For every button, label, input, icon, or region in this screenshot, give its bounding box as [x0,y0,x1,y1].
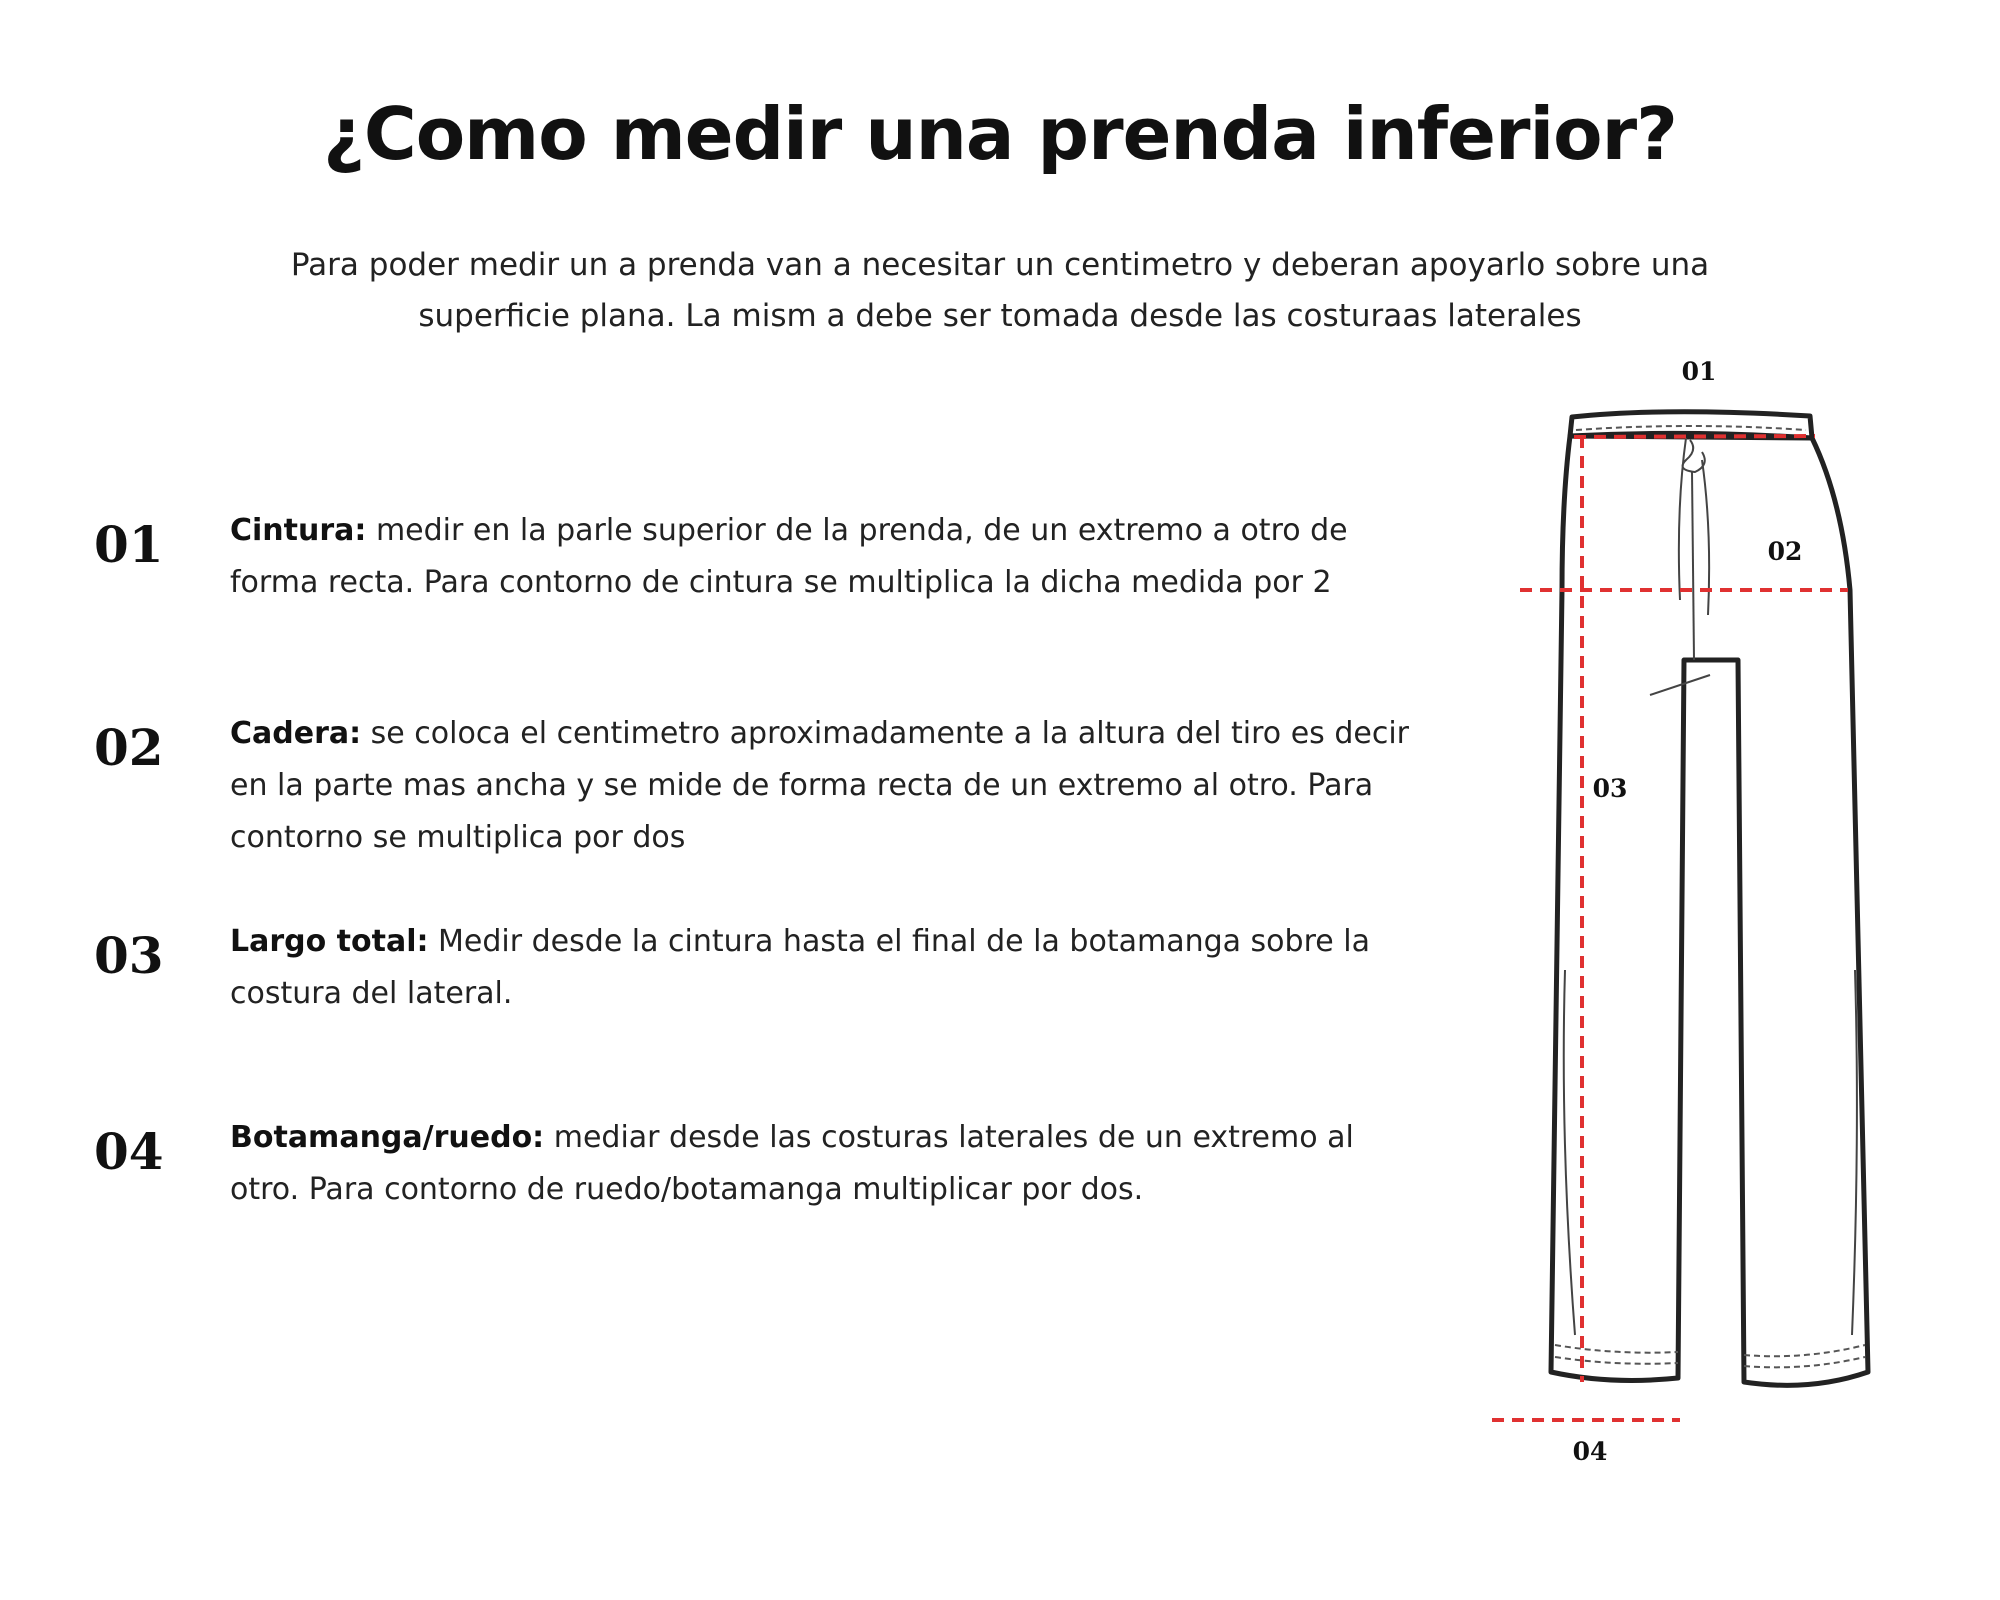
intro-line-2: superficie plana. La mism a debe ser tomada desde las costuraas laterales [418,298,1582,334]
step-body: Medir desde la cintura hasta el final de la botamanga sobre la costura del lateral. [230,924,1370,1011]
step-description [230,916,1420,1020]
label-length: 03 [1592,774,1628,803]
intro-paragraph [180,240,1820,342]
step-body: se coloca el centimetro aproximadamente a la altura del tiro es decir en la parte mas ancha y se mide de forma recta de un extremo al otro. Para contorno se multiplica por dos [230,716,1409,855]
page-title: ¿Como medir una prenda inferior? [323,92,1677,176]
step-description [230,1112,1420,1216]
label-waist: 01 [1681,360,1717,386]
step-label: Largo total: [230,924,429,959]
trousers-diagram [1480,360,1920,1470]
step-body: medir en la parle superior de la prenda, de un extremo a otro de forma recta. Para contorno de cintura se multiplica la dicha medida por 2 [230,513,1348,600]
step-number: 04 [94,1122,164,1181]
step-description [230,708,1420,864]
step-number: 03 [94,926,164,985]
step-description [230,505,1420,609]
step-label: Cintura: [230,513,367,548]
label-hem: 04 [1572,1437,1608,1466]
step-label: Cadera: [230,716,362,751]
step-label: Botamanga/ruedo: [230,1120,545,1155]
intro-line-1: Para poder medir un a prenda van a necesitar un centimetro y deberan apoyarlo sobre una [290,247,1710,283]
label-hip: 02 [1767,537,1803,566]
step-body: mediar desde las costuras laterales de un extremo al otro. Para contorno de ruedo/botamanga multiplicar por dos. [230,1120,1354,1207]
step-number: 02 [94,718,164,777]
step-number: 01 [94,515,164,574]
